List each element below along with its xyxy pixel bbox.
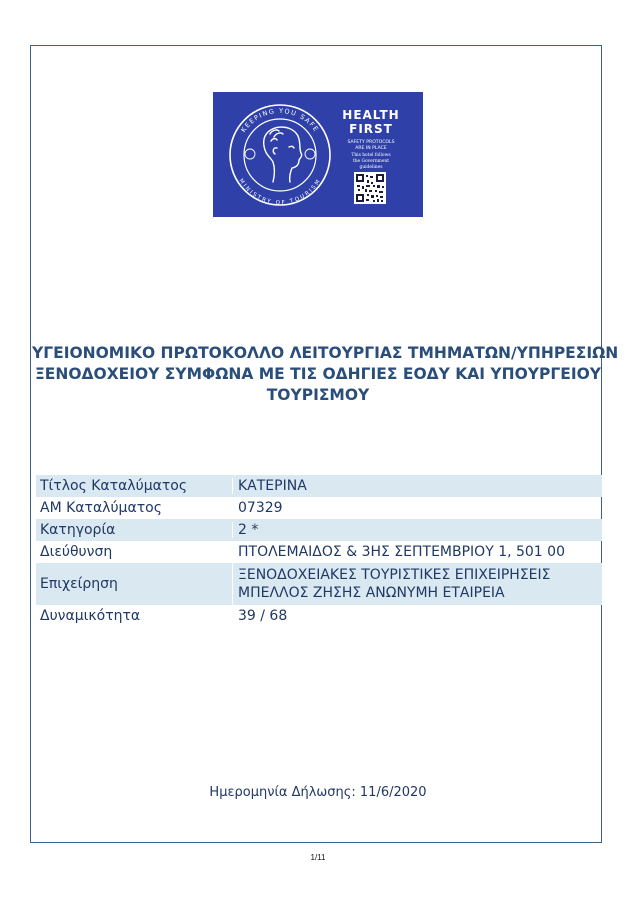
svg-text:MINISTRY OF TOURISM — [238, 178, 323, 206]
accommodation-details-table — [36, 475, 602, 627]
badge-subtext-2: ARE IN PLACE — [355, 146, 387, 151]
detail-value — [232, 563, 602, 605]
detail-row-business — [36, 563, 602, 605]
detail-label: ΑΜ Καταλύματος — [40, 500, 162, 516]
detail-label: Κατηγορία — [40, 522, 116, 538]
detail-label: Επιχείρηση — [40, 576, 118, 592]
badge-subtext-1: SAFETY PROTOCOLS — [347, 140, 395, 145]
badge-left-seal-icon — [245, 149, 255, 159]
badge-subtext-4: the Government — [352, 159, 390, 164]
detail-value-line1: ΞΕΝΟΔΟΧΕΙΑΚΕΣ ΤΟΥΡΙΣΤΙΚΕΣ ΕΠΙΧΕΙΡΗΣΕΙΣ — [238, 567, 551, 583]
detail-value: 07329 — [232, 500, 602, 516]
badge-subtext-3: This hotel follows — [351, 153, 391, 158]
badge-heading-line2: FIRST — [349, 122, 393, 136]
classical-head-icon — [264, 127, 302, 182]
declaration-date: Ημερομηνία Δήλωσης: 11/6/2020 — [209, 785, 427, 800]
detail-row-title — [36, 475, 602, 497]
page-number: 1/11 — [310, 853, 326, 862]
detail-row-address — [36, 541, 602, 563]
health-first-logo — [213, 92, 423, 217]
detail-label: Διεύθυνση — [40, 544, 113, 560]
badge-ring-text-top: KEEPING YOU SAFE — [239, 106, 321, 134]
detail-label: Τίτλος Καταλύματος — [40, 478, 188, 494]
detail-value: 2 * — [232, 522, 602, 538]
document-title-line2: ΞΕΝΟΔΟΧΕΙΟΥ ΣΥΜΦΩΝΑ ΜΕ ΤΙΣ ΟΔΗΓΙΕΣ ΕΟΔΥ ΚΑΙ ΥΠΟΥΡΓΕΙΟΥ — [35, 365, 601, 383]
svg-text:KEEPING YOU SAFE — [239, 107, 320, 134]
detail-value: ΠΤΟΛΕΜΑΙΔΟΣ & 3ΗΣ ΣΕΠΤΕΜΒΡΙΟΥ 1, 501 00 — [232, 544, 602, 560]
detail-value: 39 / 68 — [232, 608, 602, 624]
qr-code-icon — [354, 172, 386, 204]
badge-subtext-5: guidelines — [359, 165, 383, 170]
document-title-line1: ΥΓΕΙΟΝΟΜΙΚΟ ΠΡΩΤΟΚΟΛΛΟ ΛΕΙΤΟΥΡΓΙΑΣ ΤΜΗΜΑΤΩΝ/ΥΠΗΡΕΣΙΩΝ — [32, 344, 619, 362]
detail-label: Δυναμικότητα — [40, 608, 141, 624]
health-first-badge — [213, 92, 423, 217]
detail-row-category — [36, 519, 602, 541]
detail-row-capacity — [36, 605, 602, 627]
badge-heading-line1: HEALTH — [342, 108, 400, 122]
badge-right-seal-icon — [305, 149, 315, 159]
document-title-line3: ΤΟΥΡΙΣΜΟΥ — [266, 386, 370, 404]
detail-value: ΚΑΤΕΡΙΝΑ — [232, 478, 602, 494]
badge-ring-text-bottom: MINISTRY OF TOURISM — [237, 177, 323, 207]
document-title — [32, 343, 619, 406]
detail-row-registry-number — [36, 497, 602, 519]
detail-value-line2: ΜΠΕΛΛΟΣ ΖΗΣΗΣ ΑΝΩΝΥΜΗ ΕΤΑΙΡΕΙΑ — [238, 585, 505, 601]
